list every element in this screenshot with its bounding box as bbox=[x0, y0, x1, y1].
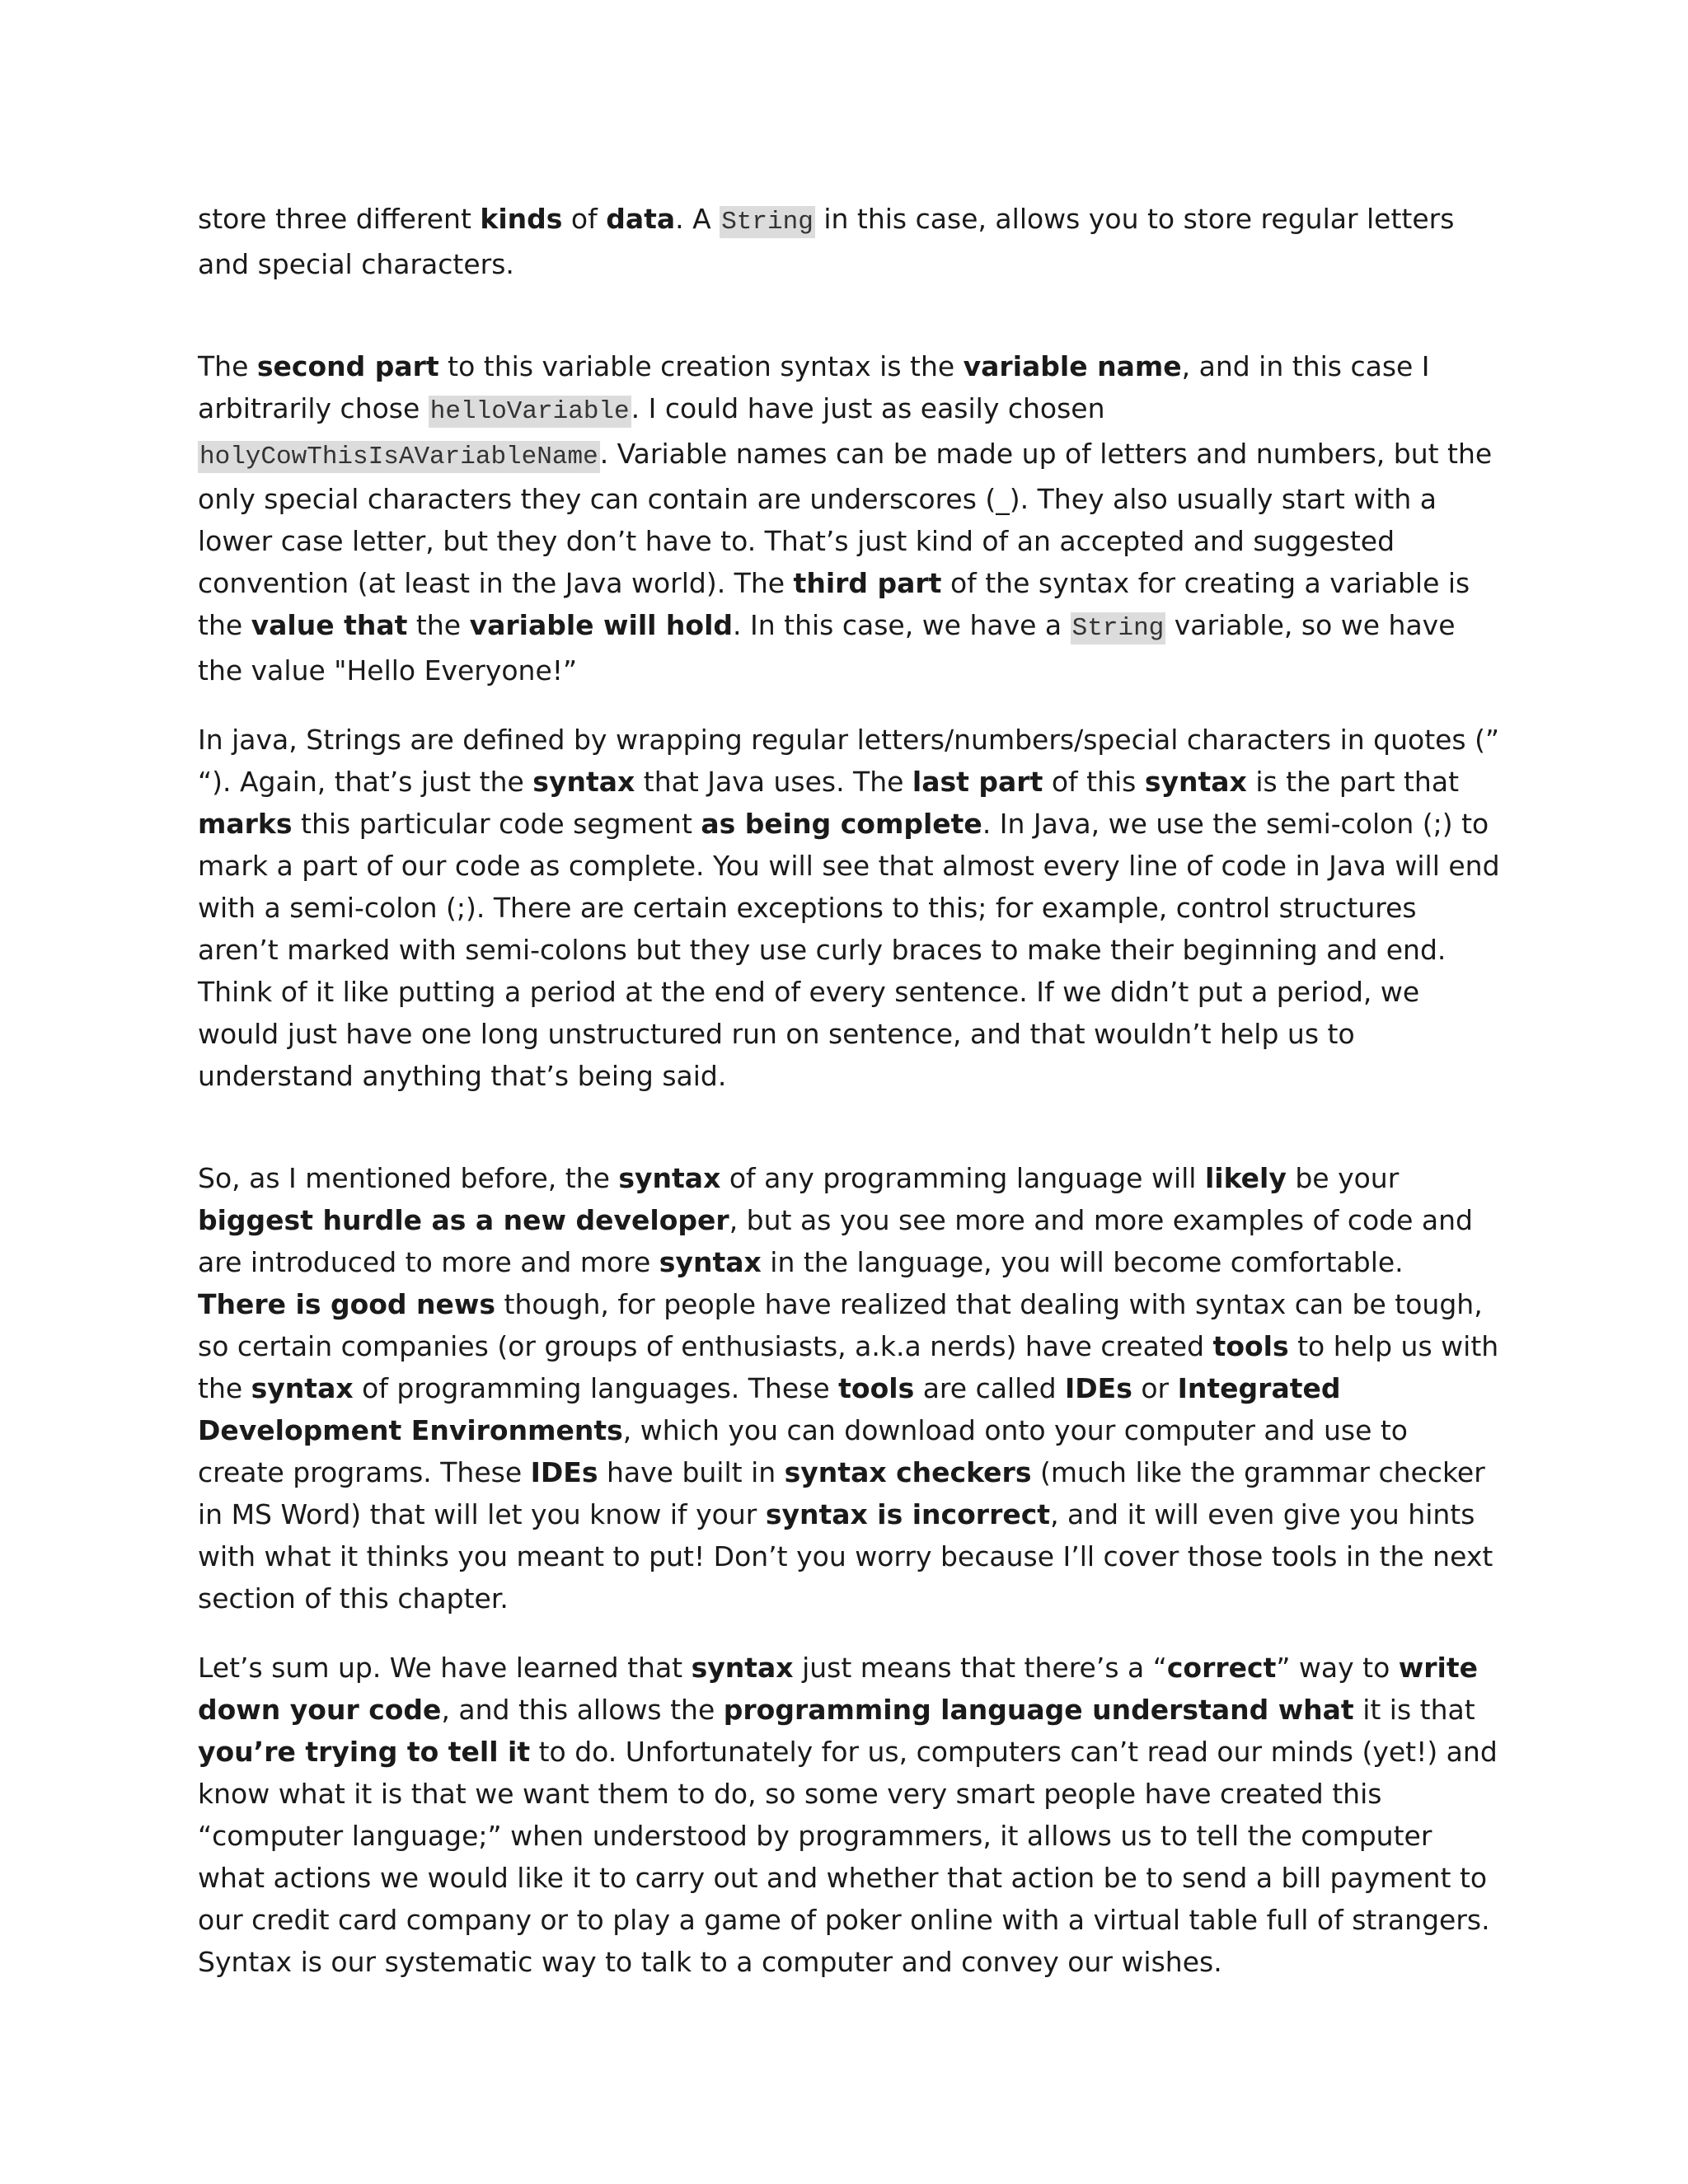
text-run: though, for people have realized that dealing with syntax can be tough, so certain companies (or groups of enthusiasts, a.k.a nerds) have created bbox=[198, 1288, 1483, 1362]
bold-text: biggest hurdle as a new developer bbox=[198, 1204, 729, 1236]
text-run: is the part that bbox=[1246, 766, 1460, 798]
bold-text: value that bbox=[251, 609, 408, 641]
paragraph-spacer bbox=[198, 1097, 1500, 1157]
text-run: to do. Unfortunately for us, computers can’t read our minds (yet!) and know what it is that we want them to do, so some very smart people have created this “computer language;” when understood by programmers, it allows us to tell the computer what actions we would like it to carry out and whether that action be to send a bill payment to our credit card company or to play a game of poker online with a virtual table full of strangers. Syntax is our systematic way to talk to a computer and convey our wishes. bbox=[198, 1736, 1498, 1978]
text-run: just means that there’s a “ bbox=[793, 1652, 1167, 1684]
text-run: , and this allows the bbox=[441, 1694, 724, 1726]
text-run: Let’s sum up. We have learned that bbox=[198, 1652, 692, 1684]
inline-code: holyCowThisIsAVariableName bbox=[199, 443, 598, 471]
text-run: of this bbox=[1043, 766, 1145, 798]
inline-code: String bbox=[1071, 614, 1165, 643]
bold-text: write down your code bbox=[198, 1652, 1479, 1726]
bold-text: syntax bbox=[532, 766, 635, 798]
bold-text: you’re trying to tell it bbox=[198, 1736, 531, 1768]
text-run: . A bbox=[675, 203, 720, 235]
paragraph-spacer bbox=[198, 1619, 1500, 1647]
text-run: ” way to bbox=[1276, 1652, 1399, 1684]
bold-text: second part bbox=[256, 350, 439, 382]
paragraph-3 bbox=[198, 719, 1500, 1097]
bold-text: kinds bbox=[480, 203, 563, 235]
text-run: . In Java, we use the semi-colon (;) to mark a part of our code as complete. You will see that almost every line of code in Java will end with a semi-colon (;). There are certain exceptions to this; for example, control structures aren’t marked with semi-colons but they use curly braces to make their beginning and end. Think of it like putting a period at the end of every sentence. If we didn’t put a period, we would just have one long unstructured run on sentence, and that wouldn’t help us to understand anything that’s being said. bbox=[198, 808, 1500, 1092]
text-run: The bbox=[198, 350, 257, 382]
paragraph-spacer bbox=[198, 691, 1500, 719]
bold-text: data bbox=[606, 203, 676, 235]
inline-code: helloVariable bbox=[429, 397, 630, 426]
text-run: of any programming language will bbox=[720, 1162, 1205, 1194]
bold-text: syntax bbox=[1144, 766, 1247, 798]
text-run: . Variable names can be made up of letters and numbers, but the only special characters they can contain are underscores (_). They also usually start with a lower case letter, but they don’t have to. That’s just kind of an accepted and suggested convention (at least in the Java world). The bbox=[198, 438, 1493, 599]
bold-text: marks bbox=[198, 808, 293, 840]
text-run: , which you can download onto your computer and use to create programs. These bbox=[198, 1414, 1408, 1488]
bold-text: as being complete bbox=[701, 808, 982, 840]
text-run: have built in bbox=[598, 1456, 785, 1488]
bold-text: tools bbox=[1212, 1330, 1289, 1362]
text-run: , but as you see more and more examples of code and are introduced to more and more bbox=[198, 1204, 1473, 1278]
bold-text: Integrated Development Environments bbox=[198, 1372, 1341, 1446]
paragraph-spacer bbox=[198, 285, 1500, 345]
text-run: the bbox=[407, 609, 470, 641]
text-run: of the syntax for creating a variable is the bbox=[198, 567, 1470, 641]
bold-text: third part bbox=[793, 567, 942, 599]
text-run: . In this case, we have a bbox=[733, 609, 1071, 641]
bold-text: syntax bbox=[618, 1162, 721, 1194]
text-run: So, as I mentioned before, the bbox=[198, 1162, 619, 1194]
bold-text: syntax bbox=[659, 1246, 762, 1278]
paragraph-2 bbox=[198, 345, 1500, 691]
text-run: that Java uses. The bbox=[635, 766, 912, 798]
bold-text: syntax is incorrect bbox=[765, 1498, 1051, 1530]
text-run: of bbox=[562, 203, 607, 235]
bold-text: likely bbox=[1204, 1162, 1287, 1194]
text-run: to this variable creation syntax is the bbox=[438, 350, 964, 382]
text-run: in the language, you will become comfortable. bbox=[761, 1246, 1404, 1278]
bold-text: tools bbox=[838, 1372, 915, 1404]
text-run: In java, Strings are defined by wrapping regular letters/numbers/special characters in quotes (” “). Again, that’s just the bbox=[198, 724, 1500, 798]
paragraph-1 bbox=[198, 198, 1500, 285]
bold-text: There is good news bbox=[198, 1288, 496, 1320]
text-run: are called bbox=[914, 1372, 1066, 1404]
text-run: this particular code segment bbox=[292, 808, 701, 840]
text-run: in this case, allows you to store regular letters and special characters. bbox=[198, 203, 1455, 280]
bold-text: last part bbox=[912, 766, 1043, 798]
text-run: store three different bbox=[198, 203, 481, 235]
inline-code: String bbox=[721, 208, 814, 237]
text-run: of programming languages. These bbox=[353, 1372, 839, 1404]
text-run: it is that bbox=[1353, 1694, 1475, 1726]
bold-text: correct bbox=[1166, 1652, 1277, 1684]
text-run: variable, so we have the value "Hello Everyone!” bbox=[198, 609, 1456, 687]
bold-text: syntax bbox=[691, 1652, 794, 1684]
bold-text: syntax bbox=[251, 1372, 354, 1404]
text-run: or bbox=[1132, 1372, 1178, 1404]
text-run: (much like the grammar checker in MS Word) that will let you know if your bbox=[198, 1456, 1485, 1530]
bold-text: IDEs bbox=[530, 1456, 598, 1488]
text-run: to help us with the bbox=[198, 1330, 1499, 1404]
bold-text: syntax checkers bbox=[784, 1456, 1032, 1488]
bold-text: IDEs bbox=[1065, 1372, 1132, 1404]
text-run: , and it will even give you hints with what it thinks you meant to put! Don’t you worry because I’ll cover those tools in the next section of this chapter. bbox=[198, 1498, 1493, 1615]
document-page bbox=[198, 198, 1500, 1983]
text-run: . I could have just as easily chosen bbox=[631, 392, 1105, 424]
paragraph-4 bbox=[198, 1157, 1500, 1619]
bold-text: programming language understand what bbox=[723, 1694, 1354, 1726]
paragraph-5 bbox=[198, 1647, 1500, 1983]
text-run: , and in this case I arbitrarily chose bbox=[198, 350, 1430, 424]
bold-text: variable name bbox=[963, 350, 1182, 382]
text-run: be your bbox=[1286, 1162, 1400, 1194]
bold-text: variable will hold bbox=[469, 609, 734, 641]
